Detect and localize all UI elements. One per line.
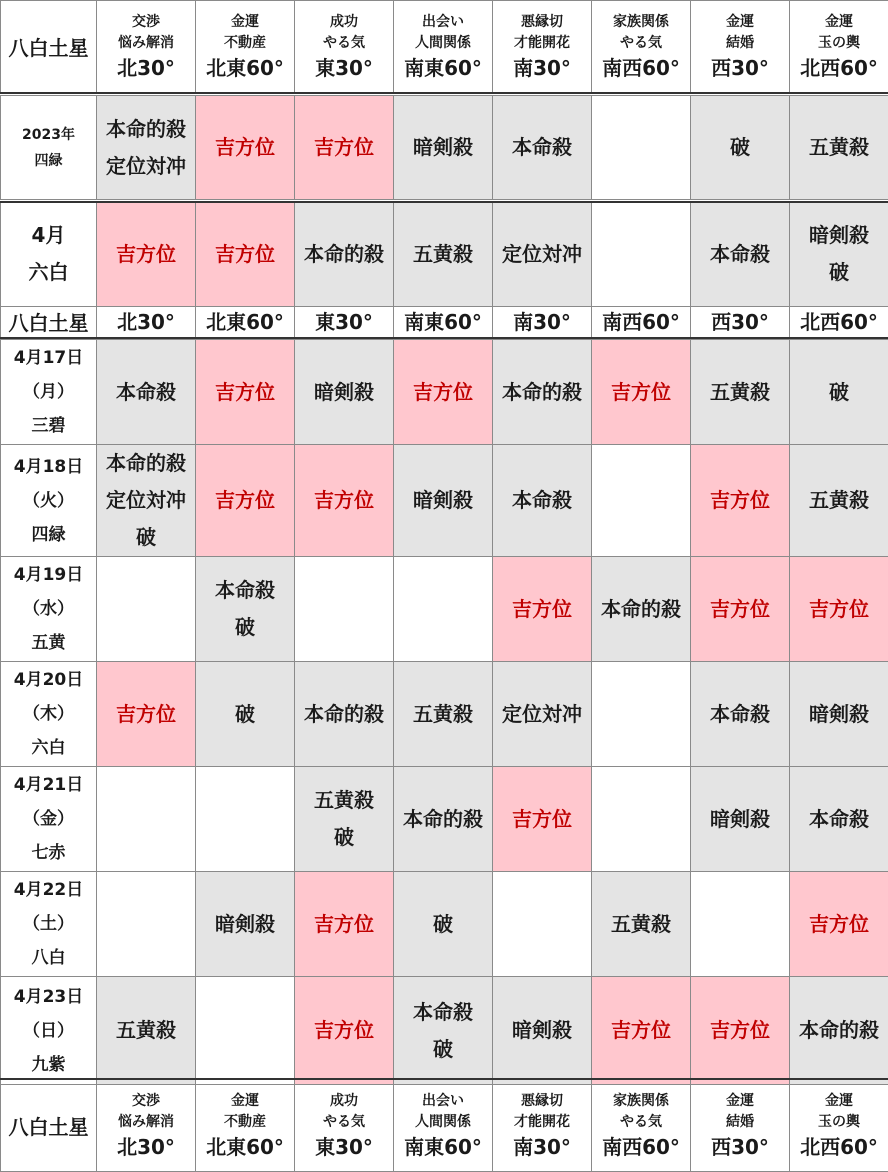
year-table: [0, 95, 888, 200]
column-purpose-2: 人間関係: [415, 1113, 471, 1130]
column-purpose-2: やる気: [620, 34, 662, 51]
column-direction: 東30°: [315, 55, 373, 80]
cell-text: 本命殺: [710, 701, 770, 726]
column-direction: 北30°: [117, 1134, 175, 1159]
cell-text: 吉方位: [215, 241, 275, 266]
direction-cell-good: [691, 445, 790, 557]
cell-text: 破: [829, 379, 849, 404]
cell-text: 暗剣殺: [809, 701, 869, 726]
column-direction: 南西60°: [602, 1134, 680, 1159]
cell-text: 吉方位: [413, 379, 473, 404]
row-label-line: 九紫: [31, 1054, 66, 1075]
column-purpose-2: 才能開花: [514, 1113, 570, 1130]
direction-cell-none: [97, 557, 196, 662]
column-header-4: [493, 1, 592, 94]
direction-cell-none: [196, 767, 295, 872]
direction-cell-good: [295, 977, 394, 1085]
column-direction: 南西60°: [592, 306, 691, 338]
column-purpose-1: 金運: [726, 1092, 754, 1109]
month-direction-row: [1, 306, 888, 338]
cell-text: 吉方位: [512, 806, 572, 831]
column-purpose-1: 金運: [231, 13, 259, 30]
row-label-line: 2023年: [22, 126, 75, 143]
cell-text: 本命殺: [710, 241, 770, 266]
direction-cell-bad: [691, 202, 790, 306]
column-direction: 東30°: [295, 306, 394, 338]
cell-text: 吉方位: [809, 911, 869, 936]
row-label-line: 四緑: [34, 152, 63, 169]
row-label-line: 六白: [31, 738, 66, 758]
column-header-2: [295, 1, 394, 94]
cell-text: 暗剣殺: [413, 488, 473, 512]
cell-text: 本命殺: [809, 806, 869, 831]
cell-text: 吉方位: [611, 379, 671, 404]
direction-cell-bad: [790, 977, 888, 1085]
row-label: [1, 662, 97, 767]
direction-cell-none: [97, 872, 196, 977]
direction-cell-bad: [295, 767, 394, 872]
day-row: [1, 872, 888, 977]
cell-text: 吉方位: [116, 241, 176, 266]
cell-text: 五黄殺: [413, 241, 473, 266]
direction-cell-none: [592, 767, 691, 872]
direction-cell-good: [295, 445, 394, 557]
direction-cell-good: [592, 977, 691, 1085]
direction-cell-good: [592, 340, 691, 445]
cell-text: 吉方位: [215, 135, 275, 159]
direction-cell-bad: [790, 662, 888, 767]
cell-text: 五黄殺: [809, 488, 869, 512]
cell-text: 五黄殺: [710, 379, 770, 404]
column-header-5: [592, 1079, 691, 1172]
cell-text: 吉方位: [710, 596, 770, 621]
column-header-1: [196, 1, 295, 94]
direction-cell-bad: [394, 445, 493, 557]
direction-cell-none: [592, 202, 691, 306]
direction-cell-none: [295, 557, 394, 662]
row-label-line: （火）: [23, 490, 74, 511]
month-row: [1, 202, 888, 306]
column-purpose-2: 玉の輿: [818, 1113, 860, 1130]
column-purpose-1: 家族関係: [613, 13, 669, 30]
direction-cell-bad: [295, 340, 394, 445]
cell-text: 五黄殺: [809, 135, 869, 159]
direction-cell-good: [790, 872, 888, 977]
row-label-line: 4月19日: [13, 565, 84, 585]
column-header-2: [295, 1079, 394, 1172]
cell-text: 本命殺: [413, 999, 473, 1024]
cell-text: 五黄殺: [413, 701, 473, 726]
cell-text: 暗剣殺: [710, 806, 770, 831]
direction-cell-bad: [394, 96, 493, 200]
row-label: [1, 96, 97, 200]
direction-cell-bad: [493, 445, 592, 557]
column-direction: 北30°: [97, 306, 196, 338]
row-label-line: 4月23日: [13, 986, 84, 1007]
column-purpose-2: やる気: [323, 34, 365, 51]
column-purpose-1: 金運: [726, 13, 754, 30]
column-purpose-1: 悪縁切: [521, 13, 563, 30]
column-purpose-2: 不動産: [224, 34, 266, 51]
cell-text: 本命的殺: [304, 701, 384, 726]
direction-cell-bad: [394, 662, 493, 767]
cell-text: 本命的殺: [106, 116, 186, 141]
direction-cell-good: [196, 340, 295, 445]
cell-text: 五黄殺: [611, 911, 671, 936]
direction-cell-bad: [493, 977, 592, 1085]
direction-cell-good: [691, 557, 790, 662]
row-label-line: 六白: [28, 260, 69, 285]
column-purpose-2: 悩み解消: [118, 34, 174, 51]
direction-cell-bad: [97, 96, 196, 200]
cell-text: 吉方位: [710, 1018, 770, 1042]
cell-text: 暗剣殺: [215, 911, 275, 936]
column-direction: 南西60°: [602, 55, 680, 80]
row-label: [1, 445, 97, 557]
cell-text: 吉方位: [314, 135, 374, 159]
column-direction: 南東60°: [394, 306, 493, 338]
day-row: [1, 557, 888, 662]
direction-cell-good: [691, 977, 790, 1085]
direction-cell-bad: [295, 662, 394, 767]
row-label-line: 三碧: [31, 416, 66, 436]
direction-cell-bad: [790, 96, 888, 200]
cell-text: 破: [730, 135, 750, 159]
direction-cell-good: [196, 445, 295, 557]
column-header-7: [790, 1, 888, 94]
column-direction: 北西60°: [800, 1134, 878, 1159]
direction-cell-bad: [592, 872, 691, 977]
cell-text: 本命的殺: [799, 1018, 879, 1042]
cell-text: 吉方位: [314, 911, 374, 936]
month-table: [0, 201, 888, 339]
column-purpose-1: 家族関係: [613, 1092, 669, 1109]
direction-cell-none: [592, 662, 691, 767]
cell-text: 暗剣殺: [809, 223, 869, 248]
direction-cell-good: [493, 767, 592, 872]
cell-text: 本命的殺: [601, 596, 681, 621]
day-row: [1, 767, 888, 872]
direction-cell-none: [493, 872, 592, 977]
row-label-line: 4月20日: [13, 670, 84, 690]
column-header-5: [592, 1, 691, 94]
column-direction: 北30°: [117, 55, 175, 80]
direction-cell-none: [592, 96, 691, 200]
row-label-line: （土）: [23, 914, 74, 934]
column-header-6: [691, 1, 790, 94]
row-label-line: 4月21日: [13, 775, 84, 795]
direction-cell-bad: [196, 662, 295, 767]
header-row-top: [1, 1, 888, 94]
row-label-cell: 八白土星: [1, 306, 97, 338]
direction-cell-bad: [691, 767, 790, 872]
row-label-line: 八白: [31, 948, 66, 968]
column-direction: 南東60°: [404, 1134, 482, 1159]
column-purpose-2: 玉の輿: [818, 34, 860, 51]
row-label: [1, 340, 97, 445]
cell-text: 破: [136, 525, 156, 549]
cell-text: 暗剣殺: [413, 135, 473, 159]
column-header-3: [394, 1079, 493, 1172]
direction-cell-bad: [790, 767, 888, 872]
cell-text: 破: [334, 825, 354, 849]
direction-cell-good: [790, 557, 888, 662]
direction-cell-bad: [493, 340, 592, 445]
day-row: [1, 445, 888, 557]
direction-cell-bad: [493, 662, 592, 767]
column-purpose-2: 悩み解消: [118, 1113, 174, 1130]
column-header-0: [97, 1, 196, 94]
row-label: [1, 767, 97, 872]
column-purpose-1: 出会い: [422, 1092, 464, 1109]
column-header-3: [394, 1, 493, 94]
cell-text: 本命殺: [215, 578, 275, 602]
column-direction: 北東60°: [196, 306, 295, 338]
cell-text: 破: [235, 615, 255, 639]
row-label-line: 4月: [31, 223, 66, 248]
header-table-top: [0, 0, 888, 94]
column-direction: 西30°: [711, 1134, 769, 1159]
column-purpose-1: 金運: [231, 1092, 259, 1109]
day-row: [1, 662, 888, 767]
cell-text: 暗剣殺: [512, 1018, 572, 1042]
row-label-line: （木）: [23, 704, 74, 724]
column-direction: 西30°: [691, 306, 790, 338]
year-row: [1, 96, 888, 200]
column-direction: 南30°: [513, 1134, 571, 1159]
cell-text: 定位対冲: [502, 701, 582, 726]
column-purpose-1: 成功: [330, 1092, 358, 1109]
day-row: [1, 340, 888, 445]
cell-text: 吉方位: [314, 1018, 374, 1042]
row-label-line: 4月17日: [13, 348, 84, 368]
direction-cell-bad: [97, 977, 196, 1085]
cell-text: 破: [829, 260, 849, 285]
column-purpose-2: 才能開花: [514, 34, 570, 51]
direction-cell-good: [97, 662, 196, 767]
direction-cell-bad: [394, 202, 493, 306]
column-purpose-2: 結婚: [726, 34, 754, 51]
column-purpose-1: 成功: [330, 13, 358, 30]
direction-cell-bad: [394, 872, 493, 977]
column-purpose-2: 人間関係: [415, 34, 471, 51]
direction-cell-bad: [394, 767, 493, 872]
day-row: [1, 977, 888, 1085]
direction-cell-bad: [592, 557, 691, 662]
days-table: [0, 339, 888, 1085]
column-purpose-2: やる気: [323, 1113, 365, 1130]
column-header-0: [97, 1079, 196, 1172]
column-purpose-1: 出会い: [422, 13, 464, 30]
cell-text: 本命殺: [512, 135, 572, 159]
row-label-line: 4月22日: [13, 880, 84, 900]
direction-cell-none: [196, 977, 295, 1085]
direction-cell-bad: [790, 340, 888, 445]
cell-text: 定位対冲: [106, 153, 186, 178]
direction-cell-bad: [97, 340, 196, 445]
direction-cell-bad: [790, 202, 888, 306]
header-row-bottom: [1, 1079, 888, 1172]
header-table-bottom: [0, 1078, 888, 1172]
column-header-1: [196, 1079, 295, 1172]
cell-text: 吉方位: [116, 701, 176, 726]
direction-cell-none: [592, 445, 691, 557]
row-label-line: （月）: [23, 382, 74, 402]
cell-text: 本命的殺: [106, 451, 186, 475]
column-purpose-1: 交渉: [132, 13, 160, 30]
direction-cell-bad: [691, 340, 790, 445]
cell-text: 五黄殺: [314, 788, 374, 812]
direction-cell-bad: [691, 662, 790, 767]
cell-text: 破: [235, 701, 255, 726]
row-label: [1, 202, 97, 306]
column-direction: 東30°: [315, 1134, 373, 1159]
cell-text: 吉方位: [710, 488, 770, 512]
cell-text: 吉方位: [215, 379, 275, 404]
direction-cell-bad: [196, 557, 295, 662]
cell-text: 吉方位: [611, 1018, 671, 1042]
column-purpose-1: 交渉: [132, 1092, 160, 1109]
column-direction: 南30°: [493, 306, 592, 338]
direction-cell-good: [493, 557, 592, 662]
cell-text: 吉方位: [809, 596, 869, 621]
row-label: [1, 557, 97, 662]
column-direction: 西30°: [711, 55, 769, 80]
direction-cell-bad: [493, 96, 592, 200]
direction-cell-bad: [196, 872, 295, 977]
cell-text: 本命殺: [116, 379, 176, 404]
row-label-line: 4月18日: [13, 456, 84, 477]
column-purpose-1: 金運: [825, 13, 853, 30]
column-header-7: [790, 1079, 888, 1172]
cell-text: 破: [433, 911, 453, 936]
column-direction: 北東60°: [206, 1134, 284, 1159]
direction-cell-bad: [691, 96, 790, 200]
row-label-line: （金）: [23, 809, 74, 829]
column-purpose-1: 悪縁切: [521, 1092, 563, 1109]
direction-cell-none: [691, 872, 790, 977]
column-direction: 北西60°: [800, 55, 878, 80]
direction-cell-good: [394, 340, 493, 445]
direction-cell-none: [394, 557, 493, 662]
cell-text: 吉方位: [512, 596, 572, 621]
cell-text: 破: [433, 1036, 453, 1061]
row-label-line: 五黄: [31, 633, 66, 653]
direction-cell-good: [295, 872, 394, 977]
cell-text: 本命的殺: [304, 241, 384, 266]
column-purpose-2: 不動産: [224, 1113, 266, 1130]
direction-cell-bad: [295, 202, 394, 306]
row-label-line: （日）: [23, 1020, 74, 1041]
column-direction: 南30°: [513, 55, 571, 80]
direction-cell-good: [196, 202, 295, 306]
column-header-6: [691, 1079, 790, 1172]
cell-text: 定位対冲: [502, 241, 582, 266]
direction-cell-none: [97, 767, 196, 872]
cell-text: 五黄殺: [116, 1018, 176, 1042]
direction-cell-bad: [790, 445, 888, 557]
column-purpose-2: 結婚: [726, 1113, 754, 1130]
cell-text: 本命的殺: [502, 379, 582, 404]
cell-text: 吉方位: [314, 488, 374, 512]
direction-cell-bad: [97, 445, 196, 557]
cell-text: 定位対冲: [106, 488, 186, 512]
row-label-line: 七赤: [31, 843, 66, 863]
cell-text: 吉方位: [215, 488, 275, 512]
direction-cell-bad: [493, 202, 592, 306]
column-purpose-1: 金運: [825, 1092, 853, 1109]
cell-text: 本命殺: [512, 488, 572, 512]
row-label-line: 四緑: [31, 524, 66, 545]
direction-cell-good: [97, 202, 196, 306]
column-direction: 北西60°: [790, 306, 888, 338]
row-label-cell: 八白土星: [1, 1, 97, 94]
direction-cell-good: [196, 96, 295, 200]
row-label: [1, 977, 97, 1085]
day-rows: [1, 340, 888, 1085]
column-header-4: [493, 1079, 592, 1172]
cell-text: 本命的殺: [403, 806, 483, 831]
column-direction: 南東60°: [404, 55, 482, 80]
direction-cell-good: [295, 96, 394, 200]
cell-text: 暗剣殺: [314, 379, 374, 404]
column-direction: 北東60°: [206, 55, 284, 80]
direction-cell-bad: [394, 977, 493, 1085]
row-label-cell: 八白土星: [1, 1079, 97, 1172]
row-label-line: （水）: [23, 599, 74, 619]
row-label: [1, 872, 97, 977]
column-purpose-2: やる気: [620, 1113, 662, 1130]
